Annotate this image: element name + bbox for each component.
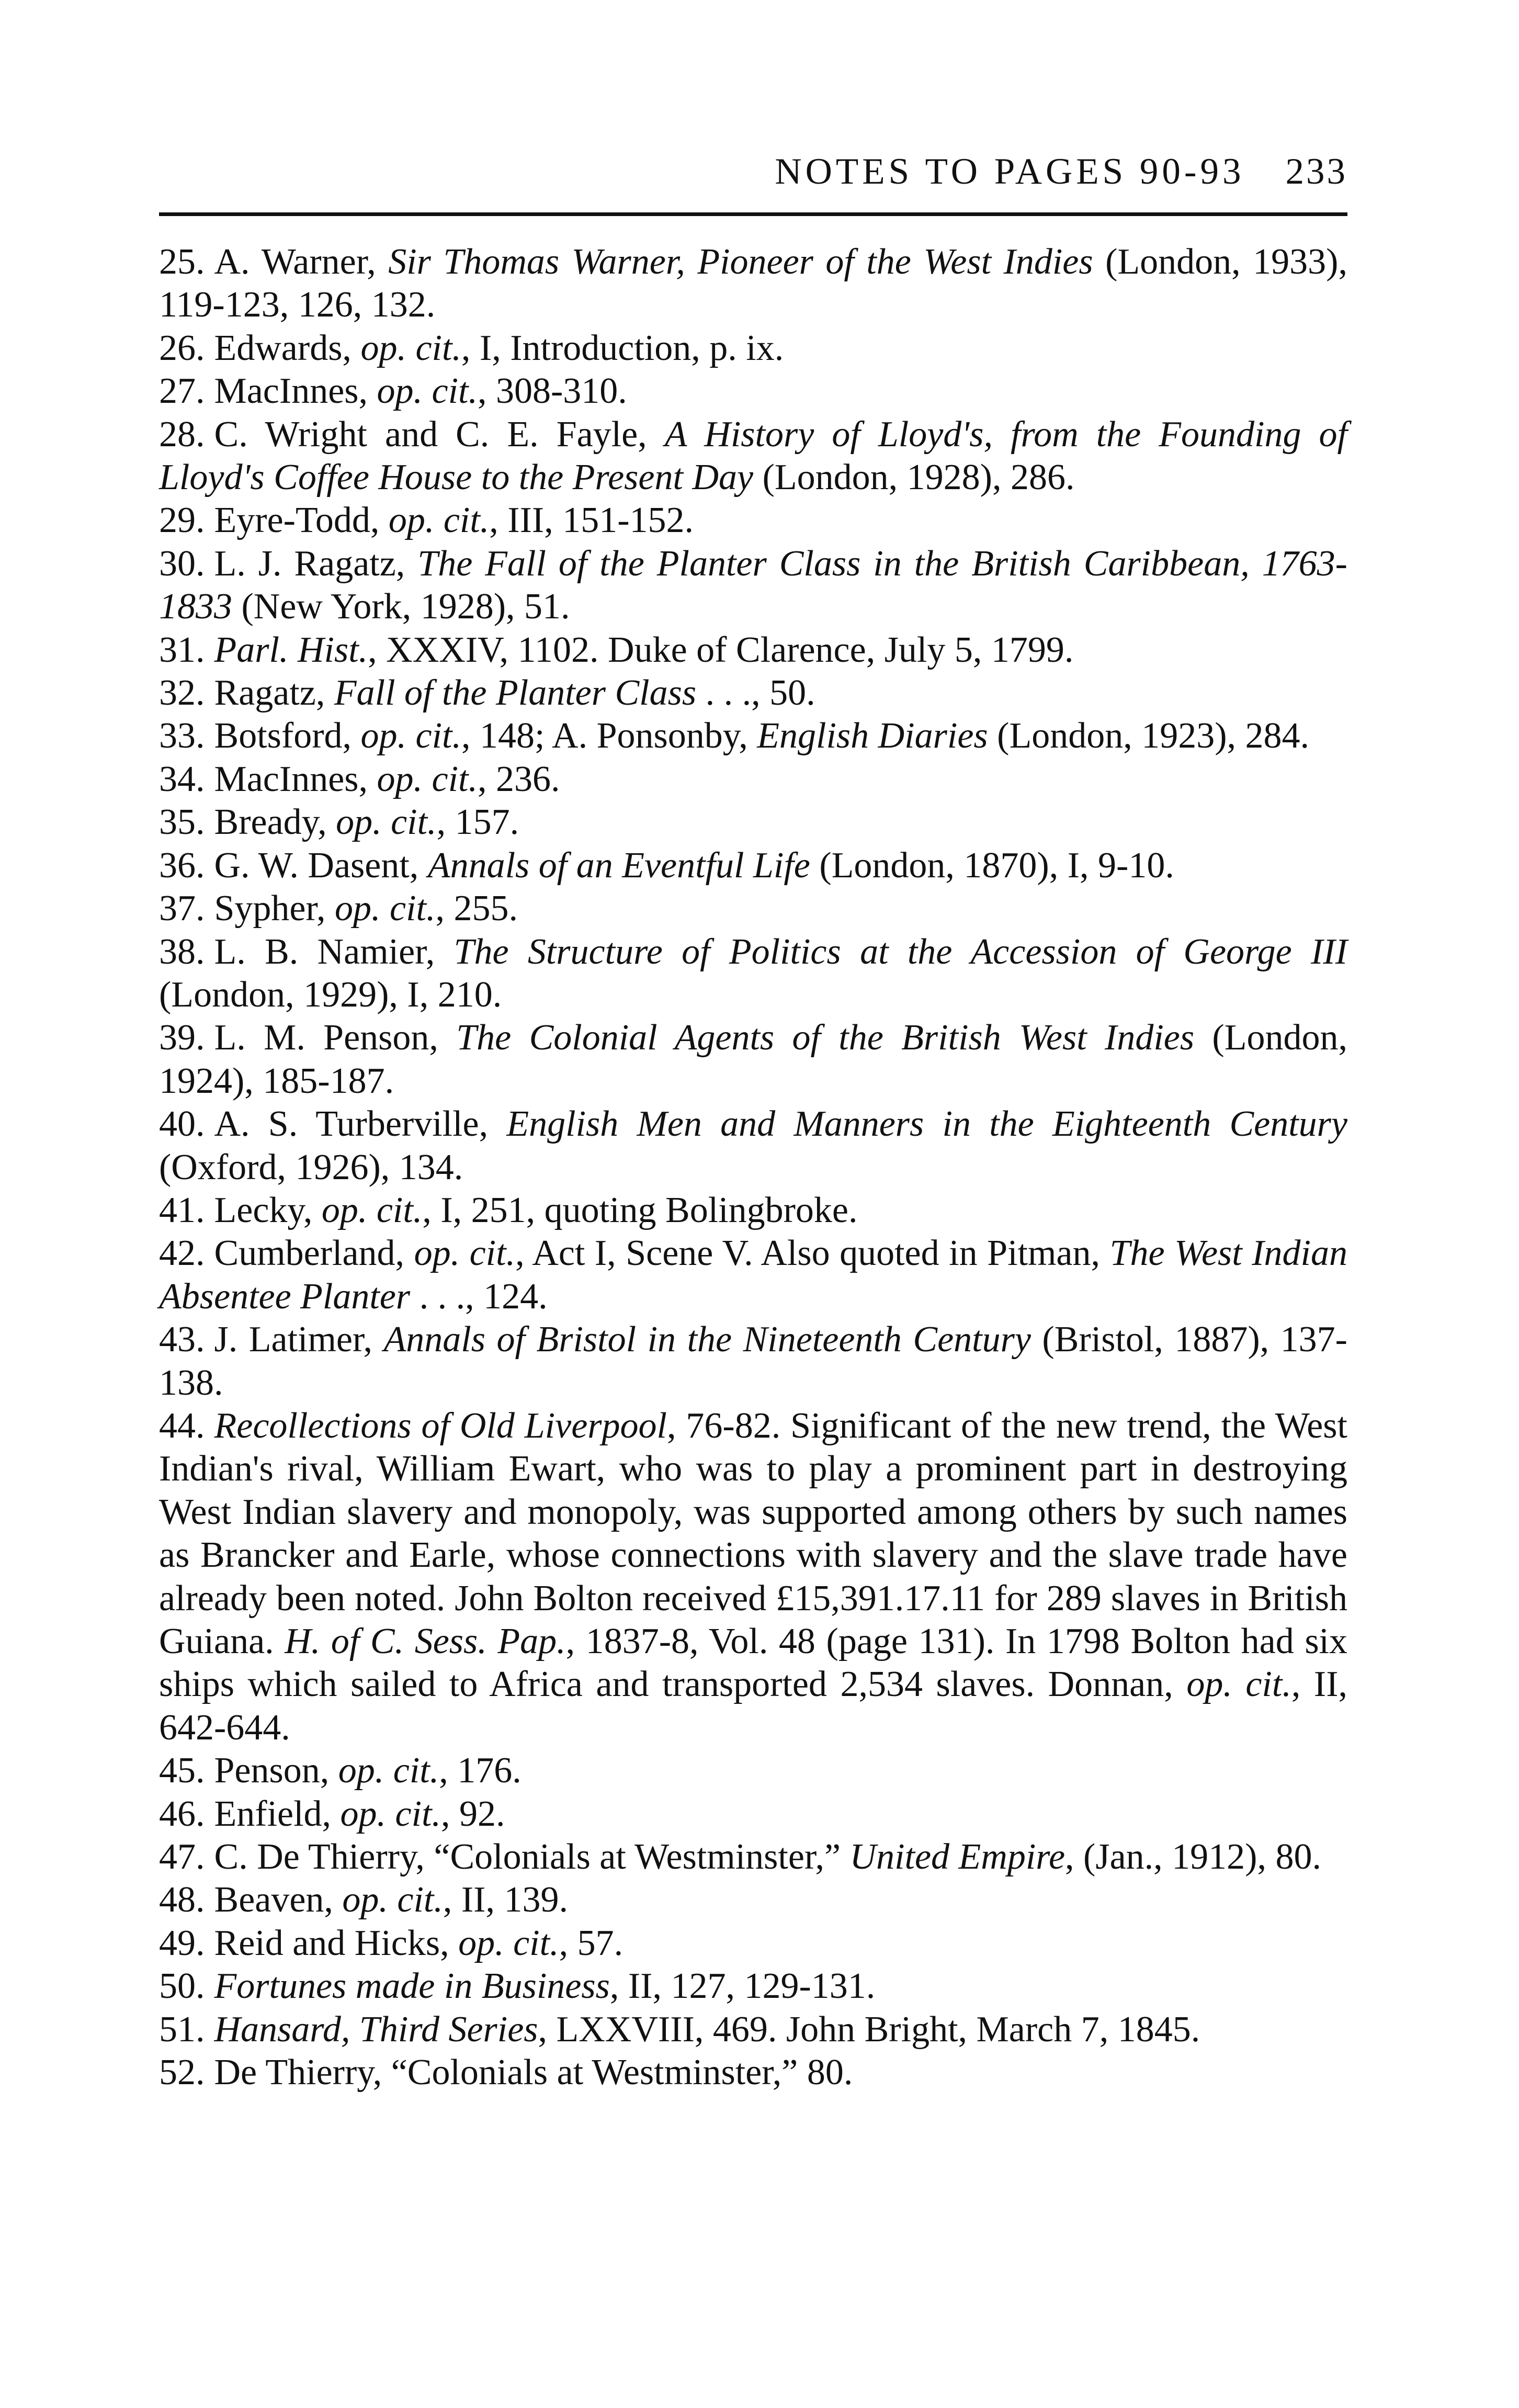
note-italic-text: op. cit. bbox=[340, 1793, 441, 1834]
note-item bbox=[159, 2008, 1347, 2051]
note-number: 42. bbox=[159, 1233, 205, 1274]
note-italic-text: op. cit. bbox=[377, 371, 478, 412]
note-text: De Thierry, “Colonials at Westminster,” 80. bbox=[214, 2052, 853, 2093]
note-item bbox=[159, 1405, 1347, 1749]
note-text: , II, 642-644. bbox=[159, 1664, 1348, 1748]
note-text: , LXXVIII, 469. John Bright, March 7, 1845. bbox=[538, 2009, 1200, 2050]
note-text: MacInnes, bbox=[214, 371, 377, 412]
note-text: Penson, bbox=[214, 1750, 338, 1791]
note-text: , 157. bbox=[436, 802, 519, 843]
note-text: , II, 127, 129-131. bbox=[609, 1966, 876, 2007]
note-italic-text: Hansard, Third Series bbox=[214, 2009, 538, 2050]
running-head-title: NOTES TO PAGES 90-93 bbox=[775, 151, 1245, 192]
note-italic-text: op. cit. bbox=[414, 1233, 516, 1274]
note-number: 27. bbox=[159, 371, 205, 412]
note-italic-text: Fortunes made in Business bbox=[214, 1966, 610, 2007]
note-text: Botsford, bbox=[214, 716, 361, 756]
note-number: 26. bbox=[159, 327, 205, 368]
notes-list bbox=[159, 241, 1347, 2094]
note-text: (New York, 1928), 51. bbox=[232, 586, 570, 627]
header-rule bbox=[159, 212, 1347, 216]
note-italic-text: op. cit. bbox=[360, 716, 461, 756]
note-italic-text: H. of C. Sess. Pap. bbox=[285, 1621, 566, 1661]
note-italic-text: The West Indian Absentee Planter bbox=[159, 1233, 1348, 1317]
note-item bbox=[159, 1793, 1347, 1836]
note-number: 52. bbox=[159, 2052, 205, 2093]
running-head bbox=[775, 151, 1347, 193]
note-number: 33. bbox=[159, 716, 205, 756]
note-italic-text: op. cit. bbox=[321, 1190, 423, 1230]
note-italic-text: op. cit. bbox=[1186, 1664, 1291, 1705]
note-item bbox=[159, 370, 1347, 413]
note-item bbox=[159, 931, 1347, 1017]
note-text: , Act I, Scene V. Also quoted in Pitman, bbox=[515, 1233, 1110, 1274]
note-number: 25. bbox=[159, 242, 205, 282]
note-number: 45. bbox=[159, 1750, 205, 1791]
note-text: , 148; A. Ponsonby, bbox=[461, 716, 757, 756]
note-item bbox=[159, 1103, 1347, 1189]
note-text: J. Latimer, bbox=[214, 1319, 384, 1360]
note-text: , 57. bbox=[559, 1923, 624, 1963]
note-item bbox=[159, 1749, 1347, 1792]
note-number: 51. bbox=[159, 2009, 205, 2050]
note-italic-text: op. cit. bbox=[336, 802, 437, 843]
note-text: , XXXIV, 1102. Duke of Clarence, July 5, 1799. bbox=[368, 629, 1074, 670]
note-number: 49. bbox=[159, 1923, 205, 1963]
note-item bbox=[159, 413, 1347, 500]
note-text: , II, 139. bbox=[443, 1880, 568, 1920]
note-number: 35. bbox=[159, 802, 205, 843]
note-item bbox=[159, 887, 1347, 930]
note-item bbox=[159, 1232, 1347, 1318]
note-text: . . ., 50. bbox=[696, 673, 815, 714]
note-item bbox=[159, 801, 1347, 844]
note-item bbox=[159, 758, 1347, 801]
note-text: C. Wright and C. E. Fayle, bbox=[214, 414, 665, 455]
note-italic-text: op. cit. bbox=[342, 1880, 443, 1920]
note-text: (Bristol, 1887), 137-138. bbox=[159, 1319, 1347, 1403]
note-text: , 255. bbox=[435, 888, 518, 929]
note-text: , (Jan., 1912), 80. bbox=[1065, 1837, 1321, 1878]
note-text: , 92. bbox=[441, 1793, 505, 1834]
note-number: 28. bbox=[159, 414, 205, 455]
note-number: 36. bbox=[159, 845, 205, 886]
note-item bbox=[159, 629, 1347, 672]
note-number: 44. bbox=[159, 1405, 205, 1446]
note-item bbox=[159, 499, 1347, 542]
note-text: Edwards, bbox=[214, 327, 361, 368]
note-text: (London, 1933), 119-123, 126, 132. bbox=[159, 242, 1347, 325]
note-item bbox=[159, 1016, 1347, 1103]
note-item bbox=[159, 1836, 1347, 1879]
note-text: L. J. Ragatz, bbox=[214, 543, 418, 584]
note-text: (Oxford, 1926), 134. bbox=[159, 1147, 463, 1188]
note-italic-text: Recollections of Old Liverpool bbox=[214, 1405, 667, 1446]
note-item bbox=[159, 844, 1347, 887]
note-number: 41. bbox=[159, 1190, 205, 1230]
note-number: 29. bbox=[159, 500, 205, 541]
note-text: Bready, bbox=[214, 802, 336, 843]
note-number: 47. bbox=[159, 1837, 205, 1878]
note-text: , 1837-8, Vol. 48 (page 131). In 1798 Bolton had six ships which sailed to Africa and transported 2,534 slaves. Donnan, bbox=[159, 1621, 1348, 1705]
note-italic-text: The Fall of the Planter Class in the British Caribbean, 1763-1833 bbox=[159, 543, 1347, 627]
note-italic-text: op. cit. bbox=[338, 1750, 439, 1791]
note-italic-text: op. cit. bbox=[360, 327, 461, 368]
note-text: Eyre-Todd, bbox=[214, 500, 389, 541]
note-text: MacInnes, bbox=[214, 759, 377, 799]
note-text: , I, Introduction, p. ix. bbox=[461, 327, 784, 368]
note-number: 50. bbox=[159, 1966, 205, 2007]
note-item bbox=[159, 715, 1347, 758]
note-italic-text: Annals of Bristol in the Nineteenth Century bbox=[383, 1319, 1031, 1360]
note-text: Sypher, bbox=[214, 888, 335, 929]
note-number: 39. bbox=[159, 1018, 205, 1058]
note-item bbox=[159, 672, 1347, 715]
note-italic-text: English Diaries bbox=[757, 716, 988, 756]
note-number: 48. bbox=[159, 1880, 205, 1920]
book-page bbox=[159, 0, 1347, 2408]
note-item bbox=[159, 1318, 1347, 1405]
note-italic-text: The Colonial Agents of the British West Indies bbox=[456, 1018, 1195, 1058]
note-number: 31. bbox=[159, 629, 205, 670]
note-number: 43. bbox=[159, 1319, 205, 1360]
note-item bbox=[159, 2051, 1347, 2094]
note-number: 38. bbox=[159, 931, 205, 972]
note-item bbox=[159, 1879, 1347, 1921]
note-text: , 236. bbox=[477, 759, 560, 799]
note-italic-text: Fall of the Planter Class bbox=[334, 673, 697, 714]
note-italic-text: A History of Lloyd's, from the Founding of Lloyd's Coffee House to the Present Day bbox=[159, 414, 1347, 498]
note-italic-text: English Men and Manners in the Eighteenth Century bbox=[506, 1104, 1347, 1145]
note-italic-text: Sir Thomas Warner, Pioneer of the West Indies bbox=[388, 242, 1093, 282]
note-text: (London, 1923), 284. bbox=[988, 716, 1310, 756]
note-number: 30. bbox=[159, 543, 205, 584]
note-number: 32. bbox=[159, 673, 205, 714]
note-italic-text: op. cit. bbox=[335, 888, 436, 929]
note-text: Enfield, bbox=[214, 1793, 341, 1834]
note-text: (London, 1928), 286. bbox=[753, 457, 1075, 498]
note-italic-text: op. cit. bbox=[388, 500, 490, 541]
note-item bbox=[159, 1922, 1347, 1965]
note-number: 37. bbox=[159, 888, 205, 929]
note-italic-text: op. cit. bbox=[458, 1923, 559, 1963]
note-text: Reid and Hicks, bbox=[214, 1923, 459, 1963]
page-number: 233 bbox=[1285, 151, 1347, 192]
note-text: A. S. Turberville, bbox=[214, 1104, 507, 1145]
note-text: (London, 1924), 185-187. bbox=[159, 1018, 1347, 1101]
note-item bbox=[159, 241, 1347, 327]
note-text: , 76-82. Significant of the new trend, the West Indian's rival, William Ewart, who was to play a prominent part in destroying West Indian slavery and monopoly, was supported among others by such names as Brancker and Earle, whose connections with slavery and the slave trade have already been noted. John Bolton received £15,391.17.11 for 289 slaves in British Guiana. bbox=[159, 1405, 1347, 1661]
note-text: L. B. Namier, bbox=[214, 931, 454, 972]
note-text: Cumberland, bbox=[214, 1233, 414, 1274]
note-text: Beaven, bbox=[214, 1880, 343, 1920]
note-number: 40. bbox=[159, 1104, 205, 1145]
note-text: (London, 1929), I, 210. bbox=[159, 974, 502, 1015]
note-text: G. W. Dasent, bbox=[214, 845, 428, 886]
note-text: . . ., 124. bbox=[410, 1276, 548, 1317]
note-item bbox=[159, 1965, 1347, 2008]
note-italic-text: Parl. Hist. bbox=[214, 629, 368, 670]
note-text: , 308-310. bbox=[477, 371, 627, 412]
note-text: (London, 1870), I, 9-10. bbox=[810, 845, 1174, 886]
note-italic-text: United Empire bbox=[849, 1837, 1065, 1878]
note-text: C. De Thierry, “Colonials at Westminster,” bbox=[214, 1837, 850, 1878]
note-text: , III, 151-152. bbox=[489, 500, 694, 541]
note-item bbox=[159, 542, 1347, 629]
note-item bbox=[159, 327, 1347, 370]
note-number: 34. bbox=[159, 759, 205, 799]
note-item bbox=[159, 1189, 1347, 1232]
note-text: A. Warner, bbox=[214, 242, 389, 282]
note-number: 46. bbox=[159, 1793, 205, 1834]
note-text: Ragatz, bbox=[214, 673, 334, 714]
note-text: Lecky, bbox=[214, 1190, 322, 1230]
note-italic-text: Annals of an Eventful Life bbox=[427, 845, 810, 886]
note-italic-text: The Structure of Politics at the Accession of George III bbox=[454, 931, 1348, 972]
note-text: , 176. bbox=[439, 1750, 522, 1791]
note-text: L. M. Penson, bbox=[214, 1018, 457, 1058]
note-text: , I, 251, quoting Bolingbroke. bbox=[422, 1190, 858, 1230]
note-italic-text: op. cit. bbox=[377, 759, 478, 799]
